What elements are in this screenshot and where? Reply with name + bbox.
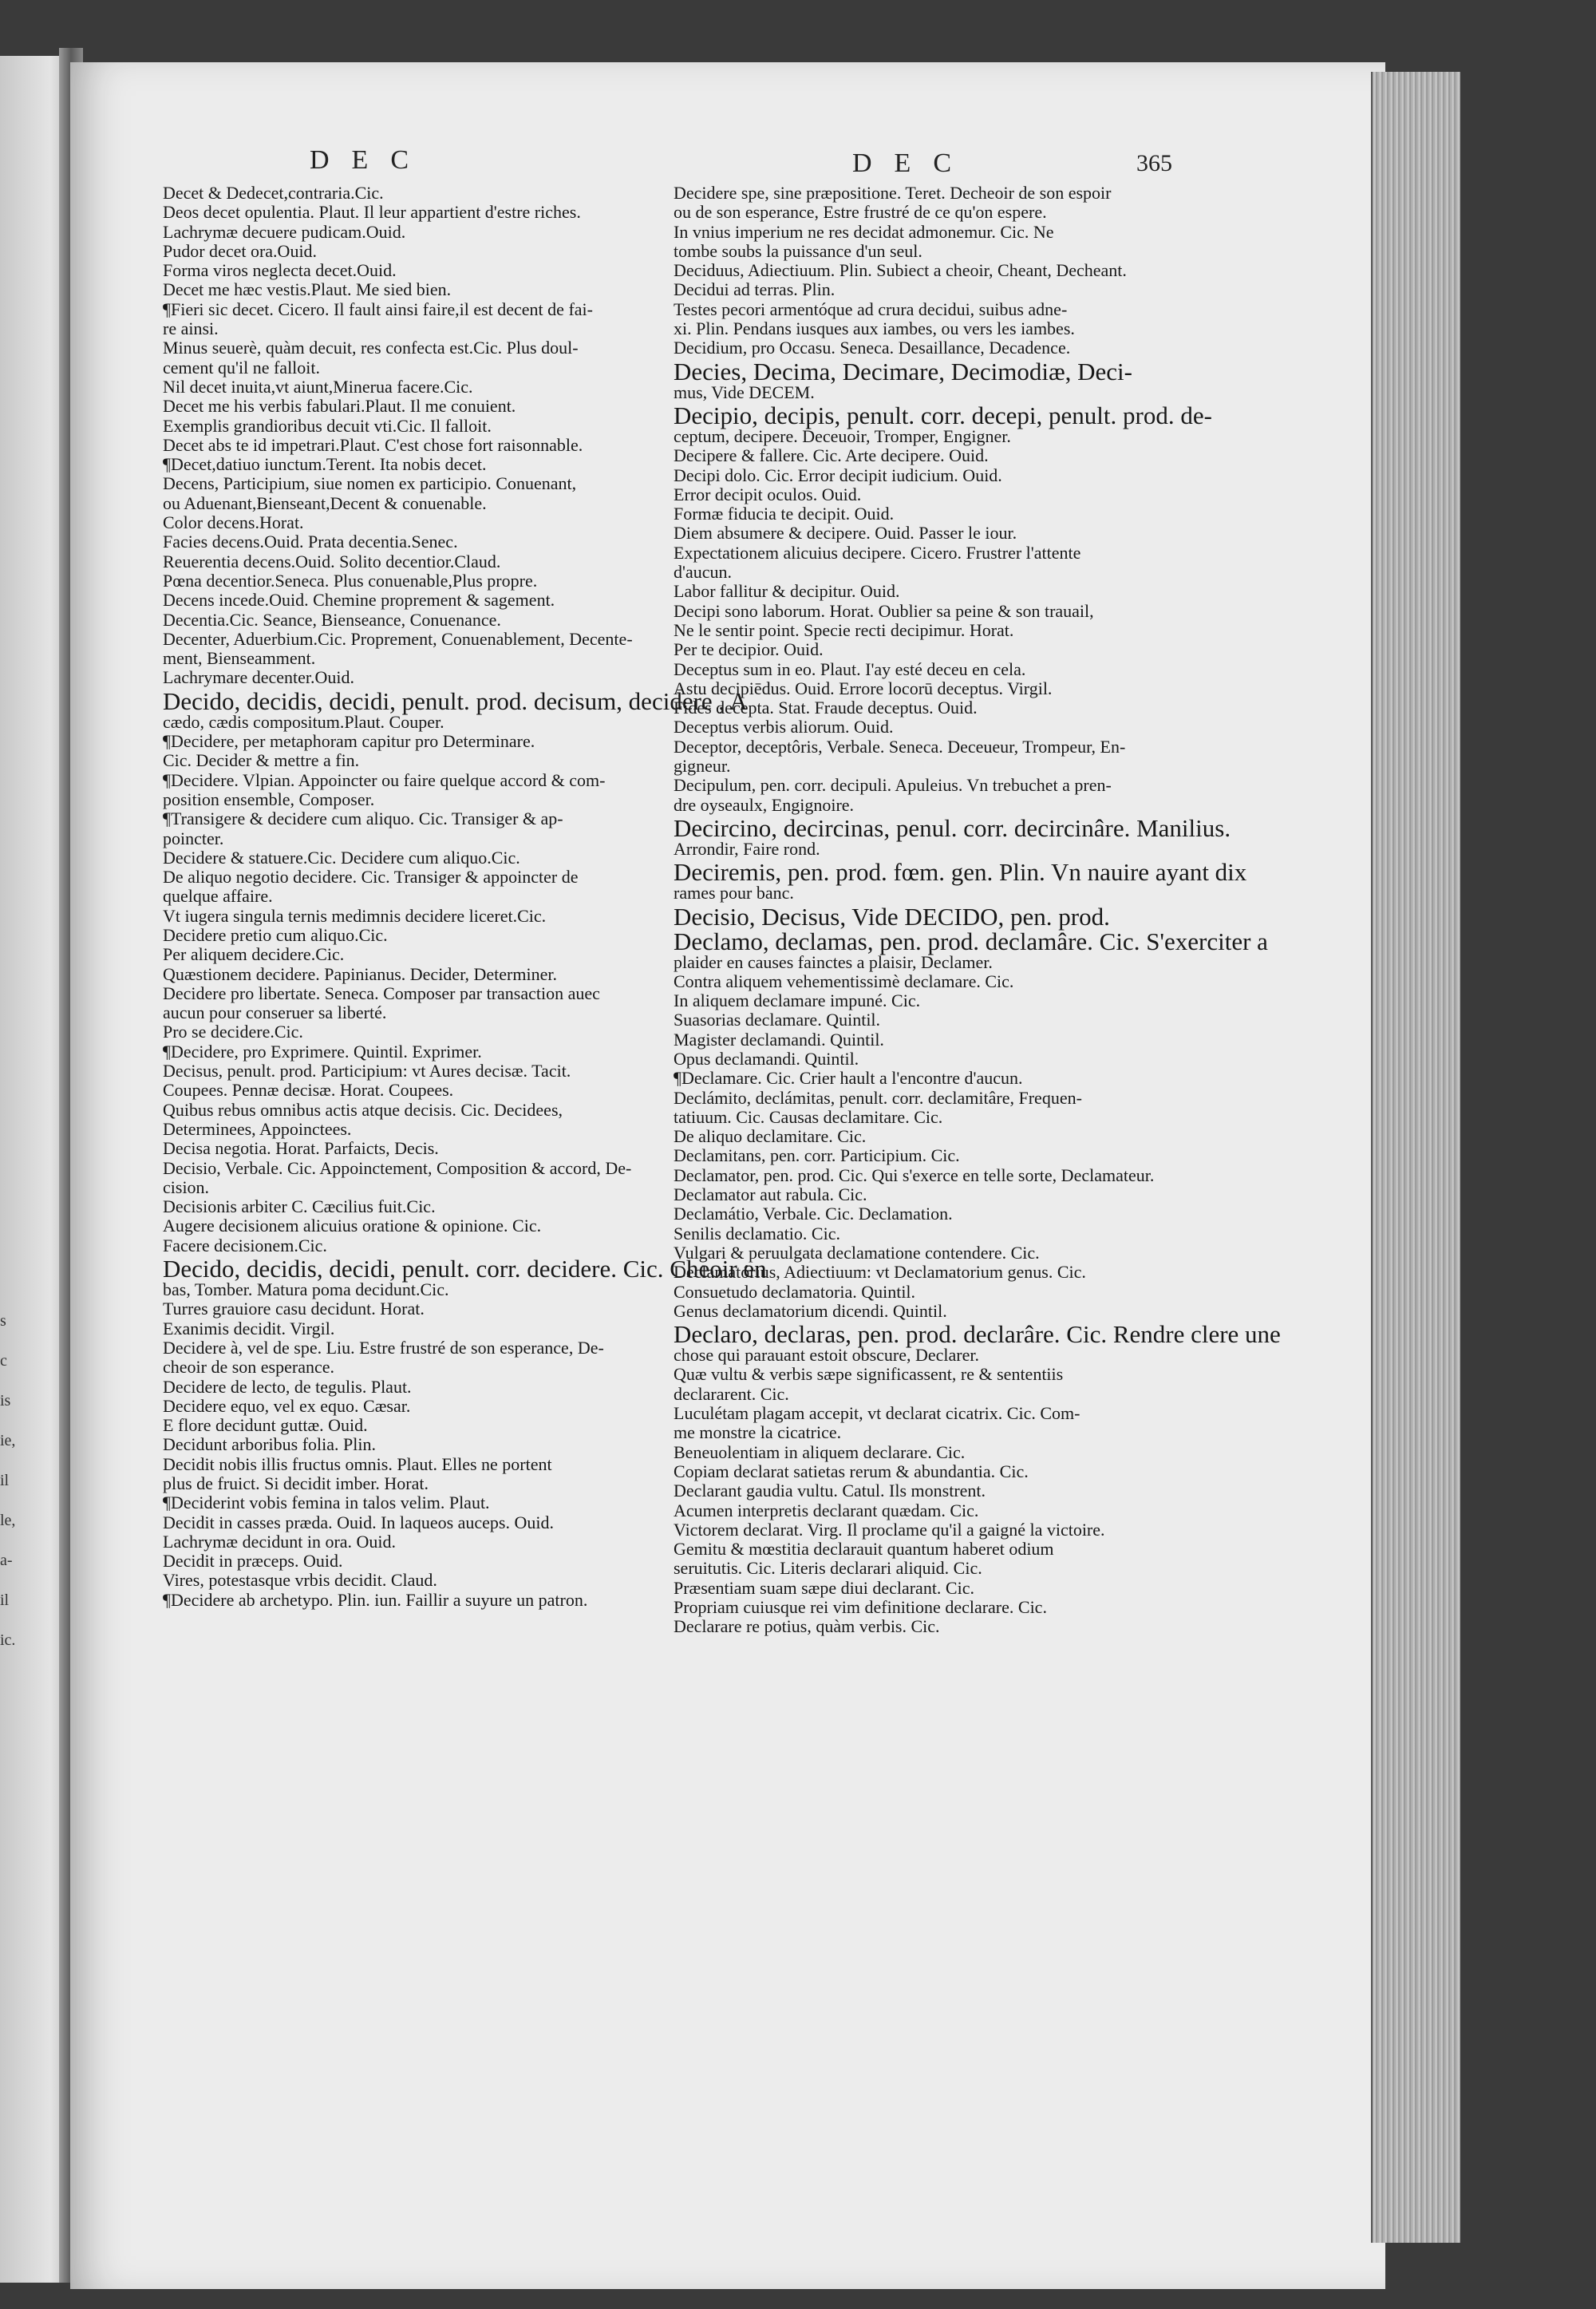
dictionary-line: Decipere & fallere. Cic. Arte decipere. Ouid. [674,445,989,466]
dictionary-line: re ainsi. [163,318,219,339]
dictionary-line: ou de son esperance, Estre frustré de ce qu'on espere. [674,202,1047,223]
dictionary-line: quelque affaire. [163,886,273,907]
dictionary-line: Decet & Dedecet,contraria.Cic. [163,183,384,203]
dictionary-line: Per te decipior. Ouid. [674,639,824,660]
dictionary-line: Luculétam plagam accepit, vt declarat cicatrix. Cic. Com- [674,1403,1080,1424]
dictionary-line: Deciduus, Adiectiuum. Plin. Subiect a cheoir, Cheant, Decheant. [674,260,1127,281]
dictionary-line: Reuerentia decens.Ouid. Solito decentior.Claud. [163,551,501,571]
dictionary-line: Magister declamandi. Quintil. [674,1029,884,1050]
dictionary-line: Cic. Decider & mettre a fin. [163,750,360,771]
dictionary-line: Declamator aut rabula. Cic. [674,1184,867,1205]
dictionary-line: Lachrymæ decidunt in ora. Ouid. [163,1531,397,1552]
dictionary-line: Arrondir, Faire rond. [674,838,820,859]
dictionary-line: Fides decepta. Stat. Fraude deceptus. Ouid. [674,698,978,718]
dictionary-line: Contra aliquem vehementissimè declamare. Cic. [674,971,1014,991]
dictionary-line: Expectationem alicuius decipere. Cicero. Frustrer l'attente [674,542,1081,563]
dictionary-line: Decircino, decircinas, penul. corr. decircinâre. Manilius. [674,813,1231,842]
dictionary-line: ¶Decet,datiuo iunctum.Terent. Ita nobis decet. [163,454,487,475]
dictionary-line: Pro se decidere.Cic. [163,1022,303,1042]
dictionary-line: Decido, decidis, decidi, penult. prod. decisum, decidere , A [163,686,748,715]
dictionary-line: Per aliquem decidere.Cic. [163,944,345,965]
dictionary-line: Decens, Participium, siue nomen ex participio. Conuenant, [163,473,577,494]
dictionary-line: Quæ vultu & verbis sæpe significassent, re & sententiis [674,1364,1064,1385]
dictionary-line: E flore decidunt guttæ. Ouid. [163,1415,368,1436]
dictionary-line: Decenter, Aduerbium.Cic. Proprement, Conuenablement, Decente- [163,628,633,649]
dictionary-line: Deceptus sum in eo. Plaut. I'ay esté deceu en cela. [674,658,1026,679]
dictionary-line: Declamator, pen. prod. Cic. Qui s'exerce en telle sorte, Declamateur. [674,1164,1155,1185]
dictionary-line: Declarant gaudia vultu. Catul. Ils monstrent. [674,1481,986,1501]
dictionary-line: Declaro, declaras, pen. prod. declarâre. Cic. Rendre clere une [674,1320,1281,1349]
dictionary-line: De aliquo negotio decidere. Cic. Transiger & appoincter de [163,867,579,888]
dictionary-line: Exemplis grandioribus decuit vti.Cic. Il falloit. [163,415,492,436]
dictionary-line: plus de fruict. Si decidit imber. Horat. [163,1473,429,1493]
dictionary-line: Color decens.Horat. [163,512,304,533]
dictionary-line: seruitutis. Cic. Literis declarari aliquid. Cic. [674,1558,982,1579]
dictionary-line: Decisio, Decisus, Vide DECIDO, pen. prod. [674,902,1110,931]
dictionary-line: Testes pecori armentóque ad crura decidui, suibus adne- [674,299,1068,319]
dictionary-line: Lachrymare decenter.Ouid. [163,667,355,688]
dictionary-line: Suasorias declamare. Quintil. [674,1010,881,1030]
dictionary-line: Decidit nobis illis fructus omnis. Plaut. Elles ne portent [163,1453,552,1474]
dictionary-line: tombe soubs la puissance d'un seul. [674,240,922,261]
dictionary-line: ¶Transigere & decidere cum aliquo. Cic. Transiger & ap- [163,809,563,829]
dictionary-line: bas, Tomber. Matura poma decidunt.Cic. [163,1279,449,1300]
dictionary-line: Determinees, Appoinctees. [163,1118,352,1139]
dictionary-line: Deciremis, pen. prod. fœm. gen. Plin. Vn nauire ayant dix [674,858,1247,887]
left-page-text-fragments [0,1301,32,1660]
dictionary-line: ceptum, decipere. Deceuoir, Tromper, Engigner. [674,425,1011,446]
dictionary-line: ¶Decidere ab archetypo. Plin. iun. Faillir a suyure un patron. [163,1589,588,1610]
dictionary-line: Decidere pretio cum aliquo.Cic. [163,924,388,945]
dictionary-line: Acumen interpretis declarant quædam. Cic. [674,1500,979,1520]
dictionary-line: ou Aduenant,Bienseant,Decent & conuenable. [163,492,487,513]
dictionary-line: cision. [163,1176,210,1197]
dictionary-line: Decisa negotia. Horat. Parfaicts, Decis. [163,1138,439,1159]
dictionary-line: Pudor decet ora.Ouid. [163,240,318,261]
page-edges [1371,72,1460,2243]
dictionary-line: Quibus rebus omnibus actis atque decisis. Cic. Decidees, [163,1099,563,1120]
dictionary-line: xi. Plin. Pendans iusques aux iambes, ou vers les iambes. [674,318,1075,339]
dictionary-line: Lachrymæ decuere pudicam.Ouid. [163,221,406,242]
dictionary-line: Victorem declarat. Virg. Il proclame qu'il a gaigné la victoire. [674,1519,1105,1540]
dictionary-line: Formæ fiducia te decipit. Ouid. [674,504,895,524]
dictionary-line: Decidui ad terras. Plin. [674,279,836,300]
dictionary-line: ¶Declamare. Cic. Crier hault a l'encontre d'aucun. [674,1068,1023,1089]
running-head-right: DEC [852,148,974,178]
dictionary-line: Deos decet opulentia. Plaut. Il leur appartient d'estre riches. [163,202,581,223]
dictionary-line: Deceptus verbis aliorum. Ouid. [674,717,894,737]
dictionary-line: Labor fallitur & decipitur. Ouid. [674,581,900,602]
dictionary-line: Decentia.Cic. Seance, Bienseance, Conuenance. [163,609,501,630]
dictionary-line: Decidere equo, vel ex equo. Cæsar. [163,1395,411,1416]
dictionary-line: In aliquem declamare impuné. Cic. [674,990,921,1011]
dictionary-line: poincter. [163,828,224,848]
dictionary-line: Decipi dolo. Cic. Error decipit iudicium. Ouid. [674,465,1002,485]
dictionary-line: Decisionis arbiter C. Cæcilius fuit.Cic. [163,1196,436,1217]
dictionary-line: Decidit in præceps. Ouid. [163,1551,343,1572]
dictionary-line: Beneuolentiam in aliquem declarare. Cic. [674,1441,966,1462]
dictionary-line: position ensemble, Composer. [163,789,375,809]
page-number: 365 [1136,150,1172,176]
dictionary-line: In vnius imperium ne res decidat admonemur. Cic. Ne [674,221,1054,242]
dictionary-line: Decidere de lecto, de tegulis. Plaut. [163,1376,412,1397]
dictionary-line: Opus declamandi. Quintil. [674,1048,859,1069]
dictionary-line: rames pour banc. [674,883,794,903]
dictionary-line: Decidium, pro Occasu. Seneca. Desaillance, Decadence. [674,338,1071,358]
dictionary-line: Decidere spe, sine præpositione. Teret. Decheoir de son espoir [674,183,1112,203]
dictionary-line: chose qui parauant estoit obscure, Declarer. [674,1345,980,1366]
dictionary-line: cædo, cædis compositum.Plaut. Couper. [163,711,444,732]
dictionary-line: Declamitans, pen. corr. Participium. Cic. [674,1145,960,1166]
left-page-fragment: il [0,1591,10,1609]
dictionary-line: Pœna decentior.Seneca. Plus conuenable,Plus propre. [163,570,538,591]
dictionary-line: gigneur. [674,756,731,777]
left-page-fragment: le, [0,1512,16,1529]
dictionary-line: Minus seuerè, quàm decuit, res confecta est.Cic. Plus doul- [163,338,579,358]
dictionary-line: Decidunt arboribus folia. Plin. [163,1434,377,1455]
dictionary-line: Exanimis decidit. Virgil. [163,1318,335,1338]
dictionary-line: Declámito, declámitas, penult. corr. declamitâre, Frequen- [674,1087,1082,1108]
dictionary-line: aucun pour conseruer sa liberté. [163,1002,387,1023]
dictionary-line: Augere decisionem alicuius oratione & opinione. Cic. [163,1216,542,1236]
dictionary-line: Decidere à, vel de spe. Liu. Estre frustré de son esperance, De- [163,1337,604,1358]
dictionary-line: cheoir de son esperance. [163,1357,335,1378]
dictionary-line: mus, Vide DECEM. [674,382,815,402]
dictionary-line: Senilis declamatio. Cic. [674,1223,840,1243]
dictionary-line: Decidere pro libertate. Seneca. Composer par transaction auec [163,983,600,1003]
dictionary-line: Decet me his verbis fabulari.Plaut. Il me conuient. [163,396,516,417]
dictionary-line: Decens incede.Ouid. Chemine proprement & sagement. [163,590,555,611]
dictionary-line: Declamátio, Verbale. Cic. Declamation. [674,1204,953,1224]
dictionary-line: ¶Decidere, per metaphoram capitur pro Determinare. [163,731,535,752]
dictionary-line: ¶Deciderint vobis femina in talos velim. Plaut. [163,1493,490,1513]
dictionary-line: Deceptor, deceptôris, Verbale. Seneca. Deceueur, Trompeur, En- [674,736,1126,757]
dictionary-line: Astu decipiēdus. Ouid. Errore locorū deceptus. Virgil. [674,678,1053,698]
left-page-fragment: a- [0,1552,13,1569]
running-head-left: DEC [310,145,431,175]
dictionary-line: Præsentiam suam sæpe diui declarant. Cic. [674,1577,974,1598]
dictionary-line: ¶Decidere, pro Exprimere. Quintil. Exprimer. [163,1041,482,1062]
dictionary-line: Turres grauiore casu decidunt. Horat. [163,1299,425,1319]
dictionary-line: Consuetudo declamatoria. Quintil. [674,1281,916,1302]
dictionary-line: Coupees. Pennæ decisæ. Horat. Coupees. [163,1080,454,1101]
dictionary-line: Quæstionem decidere. Papinianus. Decider, Determiner. [163,963,557,984]
dictionary-line: tatiuum. Cic. Causas declamitare. Cic. [674,1106,943,1127]
left-page-fragment: il [0,1472,10,1489]
dictionary-line: ¶Fieri sic decet. Cicero. Il fault ainsi faire,il est decent de fai- [163,299,593,319]
left-page-fragment: ic. [0,1631,16,1649]
dictionary-line: ¶Decidere. Vlpian. Appoincter ou faire quelque accord & com- [163,769,606,790]
dictionary-line: Decipi sono laborum. Horat. Oublier sa peine & son trauail, [674,600,1094,621]
dictionary-line: Declarare re potius, quàm verbis. Cic. [674,1616,940,1637]
dictionary-line: Decies, Decima, Decimare, Decimodiæ, Deci- [674,357,1132,385]
dictionary-line: Decipio, decipis, penult. corr. decepi, penult. prod. de- [674,401,1212,429]
dictionary-line: Facies decens.Ouid. Prata decentia.Senec. [163,532,458,552]
dictionary-line: Error decipit oculos. Ouid. [674,484,862,504]
dictionary-line: Gemitu & mœstitia declarauit quantum haberet odium [674,1539,1054,1560]
dictionary-line: Decidit in casses præda. Ouid. In laqueos auceps. Ouid. [163,1512,554,1532]
dictionary-line: Decet me hæc vestis.Plaut. Me sied bien. [163,279,452,300]
dictionary-line: Decido, decidis, decidi, penult. corr. decidere. Cic. Cheoir en [163,1255,767,1283]
dictionary-line: ment, Bienseamment. [163,648,316,669]
dictionary-line: Propriam cuiusque rei vim definitione declarare. Cic. [674,1597,1047,1617]
dictionary-line: plaider en causes fainctes a plaisir, Declamer. [674,951,993,972]
dictionary-line: cement qu'il ne falloit. [163,357,321,378]
dictionary-line: Decisio, Verbale. Cic. Appoinctement, Composition & accord, De- [163,1157,632,1178]
dictionary-line: Decidere & statuere.Cic. Decidere cum aliquo.Cic. [163,847,520,868]
dictionary-line: Vulgari & peruulgata declamatione contendere. Cic. [674,1242,1040,1263]
left-page-fragment: c [0,1352,7,1370]
dictionary-line: Decipulum, pen. corr. decipuli. Apuleius. Vn trebuchet a pren- [674,775,1112,796]
dictionary-line: Forma viros neglecta decet.Ouid. [163,260,397,281]
dictionary-line: Ne le sentir point. Specie recti decipimur. Horat. [674,619,1014,640]
left-page-fragment: s [0,1312,6,1330]
dictionary-line: me monstre la cicatrice. [674,1422,842,1443]
dictionary-line: Facere decisionem.Cic. [163,1235,327,1255]
dictionary-line: Vt iugera singula ternis medimnis decidere liceret.Cic. [163,905,547,926]
dictionary-line: Vires, potestasque vrbis decidit. Claud. [163,1570,437,1591]
dictionary-line: Diem absumere & decipere. Ouid. Passer le iour. [674,523,1017,544]
dictionary-line: Declamatórius, Adiectiuum: vt Declamatorium genus. Cic. [674,1262,1086,1283]
dictionary-line: Nil decet inuita,vt aiunt,Minerua facere.Cic. [163,376,473,397]
dictionary-line: declararent. Cic. [674,1383,789,1404]
dictionary-line: Decet abs te id impetrari.Plaut. C'est chose fort raisonnable. [163,434,583,455]
dictionary-line: Genus declamatorium dicendi. Quintil. [674,1300,947,1321]
dictionary-line: Declamo, declamas, pen. prod. declamâre. Cic. S'exerciter a [674,927,1268,955]
dictionary-line: d'aucun. [674,562,732,583]
left-page-fragment: ie, [0,1432,16,1449]
dictionary-line: dre oyseaulx, Engignoire. [674,794,855,815]
dictionary-line: Decisus, penult. prod. Participium: vt Aures decisæ. Tacit. [163,1061,571,1081]
left-page-fragment: is [0,1392,11,1410]
dictionary-column-right [674,183,1281,1637]
dictionary-line: Copiam declarat satietas rerum & abundantia. Cic. [674,1461,1029,1481]
dictionary-line: De aliquo declamitare. Cic. [674,1126,867,1147]
